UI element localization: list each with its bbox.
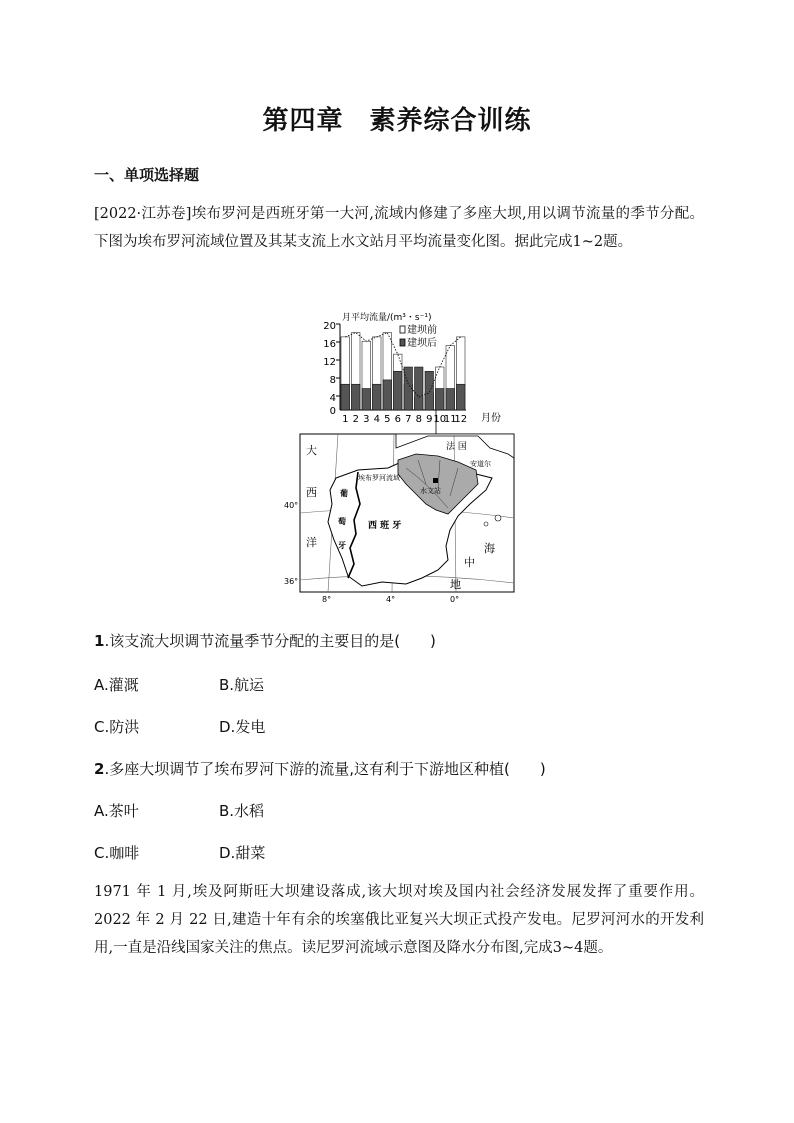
question-text: .多座大坝调节了埃布罗河下游的流量,这有利于下游地区种植( ) (104, 760, 546, 778)
map-label-andorra: 安道尔 (470, 460, 491, 468)
lon-label: 4° (386, 595, 396, 604)
q1-option-b[interactable]: B.航运 (219, 676, 265, 694)
question-number: 1 (94, 632, 105, 650)
question-1 (94, 630, 436, 651)
x-tick-label: 2 (352, 414, 359, 425)
page-title (0, 100, 794, 137)
bar-post-dam (352, 384, 361, 410)
bar-post-dam (425, 371, 434, 410)
station-marker (433, 478, 438, 483)
y-tick-label: 16 (323, 339, 336, 350)
question-number: 2 (94, 760, 105, 778)
x-tick-label: 7 (405, 414, 412, 425)
question-2 (94, 758, 546, 779)
map-iberia (300, 434, 514, 592)
intro-paragraph-2: 1971 年 1 月,埃及阿斯旺大坝建设落成,该大坝对埃及国内社会经济发展发挥了重要作用。2022 年 2 月 22 日,建造十年有余的埃塞俄比亚复兴大坝正式投产发电。尼罗河河水的开发利用,一直是沿线国家关注的焦点。读尼罗河流域示意图及降水分布图,完成3~4题。 (94, 884, 704, 956)
chart-legend (400, 323, 437, 349)
q2-option-a[interactable]: A.茶叶 (94, 802, 139, 820)
question-text: .该支流大坝调节流量季节分配的主要目的是( ) (104, 632, 436, 650)
y-tick-label: 8 (329, 375, 336, 386)
intro-paragraph-1: [2022·江苏卷]埃布罗河是西班牙第一大河,流域内修建了多座大坝,用以调节流量的季节分配。下图为埃布罗河流域位置及其某支流上水文站月平均流量变化图。据此完成1~2题。 (94, 206, 704, 250)
map-label-sea: 中 (464, 556, 475, 569)
legend-pre-dam: 建坝前 (407, 325, 437, 336)
lon-label: 0° (450, 595, 460, 604)
x-tick-label: 6 (394, 414, 401, 425)
x-tick-label: 9 (426, 414, 433, 425)
map-label-portugal: 萄 (338, 516, 346, 526)
y-tick-label: 20 (323, 321, 336, 332)
map-label-ocean: 洋 (306, 536, 317, 549)
map-label-france: 法 国 (446, 442, 467, 452)
legend-swatch-post (400, 339, 405, 346)
x-tick-label: 3 (363, 414, 370, 425)
bar-post-dam (373, 384, 382, 410)
y-tick-label: 4 (329, 393, 336, 404)
bar-post-dam (394, 371, 403, 410)
bar-post-dam (341, 384, 350, 410)
legend-post-dam: 建坝后 (407, 338, 437, 349)
x-tick-label: 8 (415, 414, 422, 425)
q1-option-d[interactable]: D.发电 (219, 718, 266, 736)
lat-label: 36° (284, 577, 299, 586)
map-label-station: 水文站 (420, 487, 441, 495)
map-label-ocean: 西 (306, 486, 317, 499)
bar-post-dam (362, 389, 371, 411)
map-label-ocean: 大 (306, 444, 317, 457)
bar-post-dam (457, 384, 466, 410)
map-label-sea: 地 (450, 578, 461, 591)
x-tick-labels (342, 414, 467, 425)
bar-post-dam (446, 389, 455, 411)
q1-option-c[interactable]: C.防洪 (94, 718, 140, 736)
lat-label: 40° (284, 501, 299, 510)
x-tick-label: 5 (384, 414, 391, 425)
x-tick-label: 4 (373, 414, 380, 425)
x-tick-label: 10 (433, 414, 447, 425)
bar-post-dam (383, 380, 392, 410)
chart-ylabel: 月平均流量/(m³・s⁻¹) (342, 313, 432, 323)
lon-label: 8° (322, 595, 332, 604)
y-tick-labels (323, 321, 336, 417)
bar-post-dam (415, 367, 424, 410)
bar-post-dam (436, 389, 445, 411)
title-chapter: 第四章 (262, 106, 344, 136)
x-unit-label: 月份 (481, 413, 501, 424)
x-tick-label: 12 (454, 414, 468, 425)
map-label-basin: 埃布罗河流域 (358, 474, 400, 482)
map-label-spain: 西 班 牙 (368, 521, 402, 531)
map-label-portugal: 牙 (338, 540, 346, 550)
bar-post-dam (404, 367, 413, 410)
figure-chart-and-map (284, 308, 516, 606)
q2-option-b[interactable]: B.水稻 (219, 802, 265, 820)
y-tick-label: 0 (329, 406, 336, 417)
q2-option-c[interactable]: C.咖啡 (94, 844, 140, 862)
q2-option-d[interactable]: D.甜菜 (219, 844, 266, 862)
x-tick-label: 1 (342, 414, 349, 425)
title-subject: 素养综合训练 (369, 106, 532, 136)
q1-option-a[interactable]: A.灌溉 (94, 676, 139, 694)
legend-swatch-pre (400, 326, 405, 333)
y-tick-label: 12 (323, 357, 336, 368)
map-label-sea: 海 (484, 542, 495, 555)
map-label-portugal: 葡 (340, 488, 348, 498)
section-heading: 一、单项选择题 (94, 166, 200, 184)
x-tick-label: 11 (443, 414, 457, 425)
